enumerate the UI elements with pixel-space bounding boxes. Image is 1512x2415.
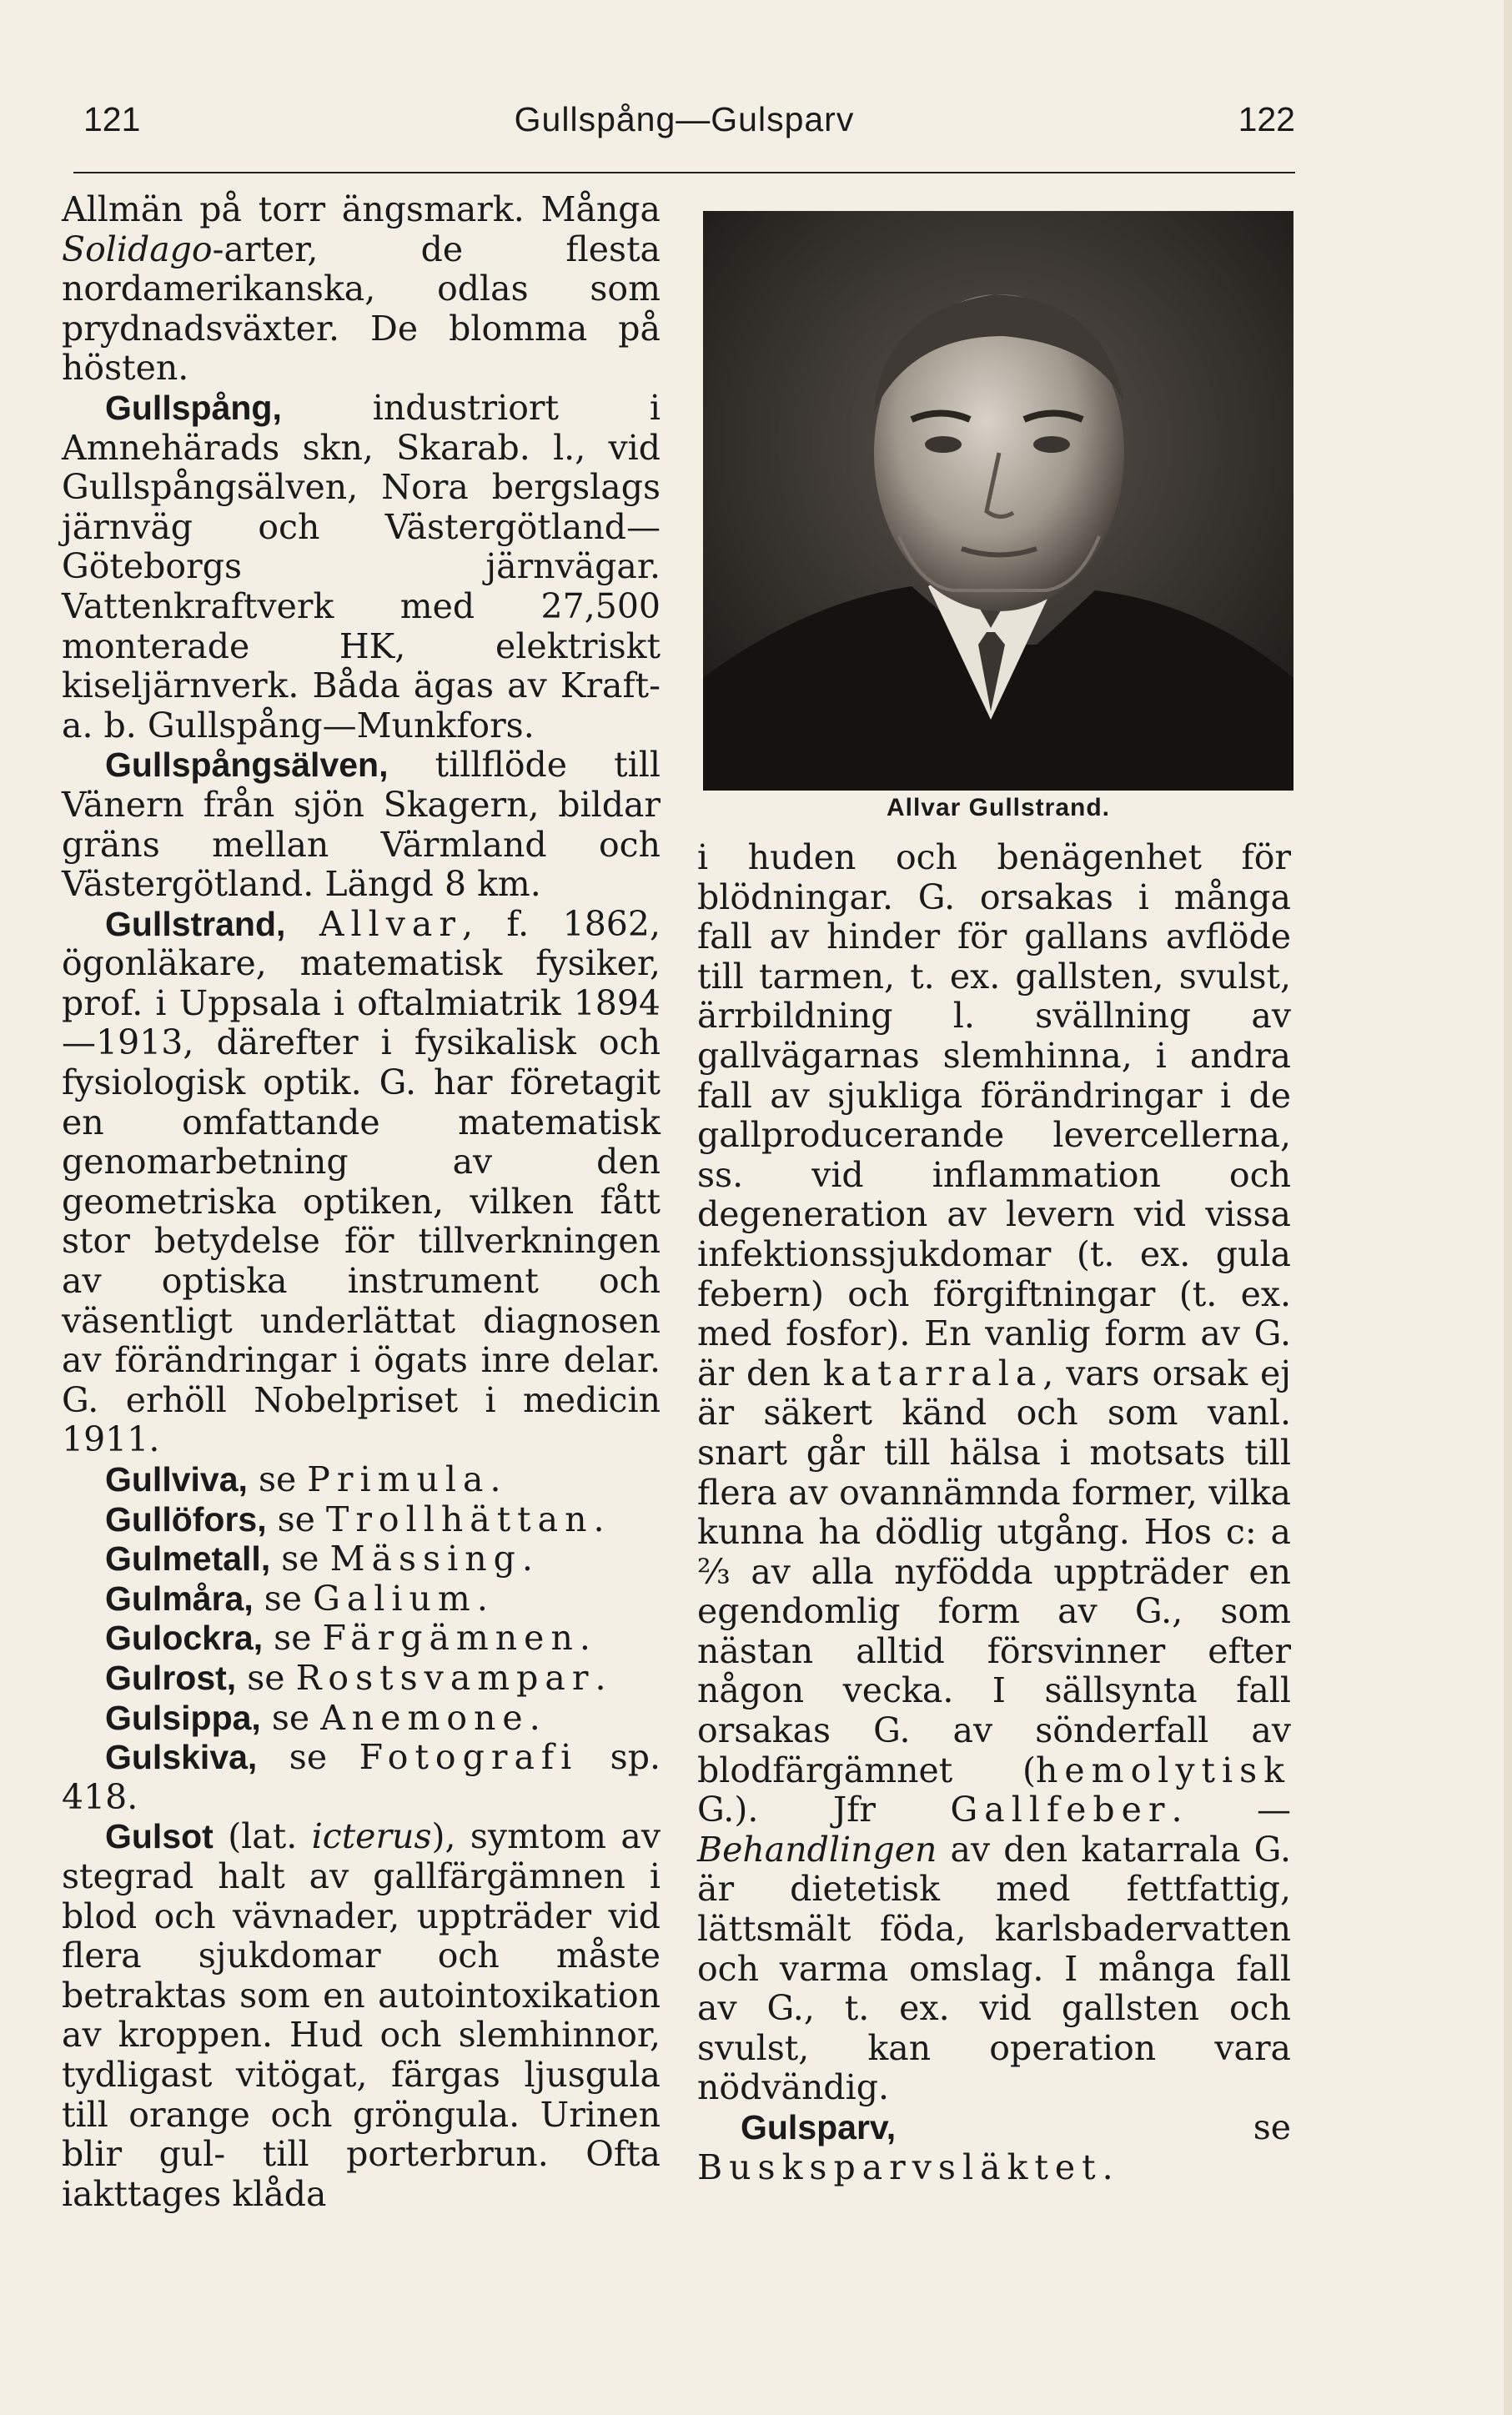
entry-ref: Gulmåra, se Galium. — [105, 1578, 488, 1619]
entry-ref: Gulsippa, se Anemone. — [105, 1697, 540, 1738]
entry-gulsot: Gulsot (lat. icterus), symtom av stegrad halt av gallfärgämnen i blod och vävnader, uppträder vid flera sjukdomar och måste betraktas som en autointoxikation av kroppen. Hud och slemhinnor, tydligast vitögat, färgas ljusgula till orange och gröngula. Urinen blir gul- till porterbrun. Ofta iakttages klåda — [62, 1816, 661, 2214]
page-header — [73, 100, 1295, 167]
cross-reference: Gallfeber — [950, 1790, 1172, 1830]
running-title: Gullspång—Gulsparv — [514, 100, 855, 138]
entry-solidago-continuation: Allmän på torr ängsmark. Många Solidago-arter, de flesta nordamerikanska, odlas som prydnadsväxter. De blomma på hösten. — [62, 189, 661, 389]
headword: Gullstrand, — [105, 904, 286, 943]
entry-gulsot-continuation: i huden och benägenhet för blödningar. G. orsakas i många fall av hinder för gallans avflöde till tarmen, t. ex. gallsten, svulst, ärrbildning l. svällning av gallvägarnas slemhinna, i andra fall av sjukliga förändringar i de gallproducerande levercellerna, ss. vid inflammation och degeneration av levern vid vissa infektionssjukdomar (t. ex. gula febern) och förgiftningar (t. ex. med fosfor). En vanlig form av G. är den katarrala, vars orsak ej är säkert känd och som vanl. snart går till hälsa i motsats till flera av ovannämnda former, vilka kunna ha dödlig utgång. Hos c: a ⅔ av alla nyfödda uppträder en egendomlig form av G., som nästan alltid försvinner efter någon vecka. I sällsynta fall orsakas G. av sönderfall av blodfärgämnet (hemolytisk G.). Jfr Gallfeber. — Behandlingen av den katarrala G. är dietetisk med fettfattig, lättsmält föda, karlsbadervatten och varma omslag. I många fall av G., t. ex. vid gallsten och svulst, kan operation vara nödvändig. — [697, 837, 1291, 2108]
page-edge — [1504, 0, 1512, 2415]
right-column — [697, 838, 1291, 2187]
headword: Gullspångsälven, — [105, 746, 389, 785]
cross-reference: Mässing — [329, 1539, 522, 1579]
cross-reference: Galium — [313, 1578, 477, 1619]
cross-reference: Rostsvampar — [295, 1657, 595, 1698]
header-rule — [73, 172, 1295, 173]
entry-gullspangsalven: Gullspångsälven, tillflöde till Vänern från sjön Skagern, bildar gräns mellan Värmland och Västergötland. Längd 8 km. — [62, 745, 661, 905]
portrait-photo — [703, 211, 1293, 791]
entry-ref: Gullöfors, se Trollhättan. — [105, 1499, 605, 1539]
cross-reference: Trollhättan — [325, 1499, 594, 1539]
page-number-left: 121 — [83, 100, 141, 138]
cross-reference: Fotografi — [359, 1737, 579, 1778]
cross-reference: Anemone — [320, 1697, 530, 1738]
headword: Gulsot — [105, 1817, 213, 1856]
entry-gulsparv: Gulsparv, se Busksparvsläktet. — [697, 2107, 1291, 2187]
cross-reference: Färgämnen — [322, 1618, 580, 1659]
headword: Gullspång, — [105, 388, 282, 427]
entry-ref: Gulrost, se Rostsvampar. — [105, 1657, 606, 1698]
headword: Gulsparv, — [741, 2108, 897, 2146]
entry-ref: Gulmetall, se Mässing. — [105, 1539, 533, 1579]
entry-gullspang: Gullspång, industriort i Amnehärads skn, Skarab. l., vid Gullspångsälven, Nora bergslags järnväg och Västergötland—Göteborgs järnvägar. Vattenkraftverk med 27,500 monterade HK, elektriskt kiseljärnverk. Båda ägas av Kraft-a. b. Gullspång—Munkfors. — [62, 387, 661, 746]
left-column — [62, 190, 661, 2214]
entry-gullstrand: Gullstrand, Allvar, f. 1862, ögonläkare, matematisk fysiker, prof. i Uppsala i oftalmiatrik 1894—1913, därefter i fysikalisk och fysiologisk optik. G. har företagit en omfattande matematisk genomarbetning av den geometriska optiken, vilken fått stor betydelse för tillverkningen av optiska instrument och väsentligt underlättat diagnosen av förändringar i ögats inre delar. G. erhöll Nobelpriset i medicin 1911. — [62, 903, 661, 1460]
page-number-right: 122 — [1238, 100, 1295, 138]
entry-ref: Gullviva, se Primula. — [105, 1459, 501, 1499]
cross-reference: Primula — [307, 1459, 490, 1499]
entry-ref: Gulskiva, se Fotografi sp. 418. — [62, 1737, 661, 1817]
cross-reference: Busksparvsläktet — [697, 2146, 1103, 2187]
portrait-illustration — [703, 211, 1293, 791]
portrait-caption: Allvar Gullstrand. — [886, 794, 1111, 821]
entry-ref: Gulockra, se Färgämnen. — [105, 1618, 590, 1659]
